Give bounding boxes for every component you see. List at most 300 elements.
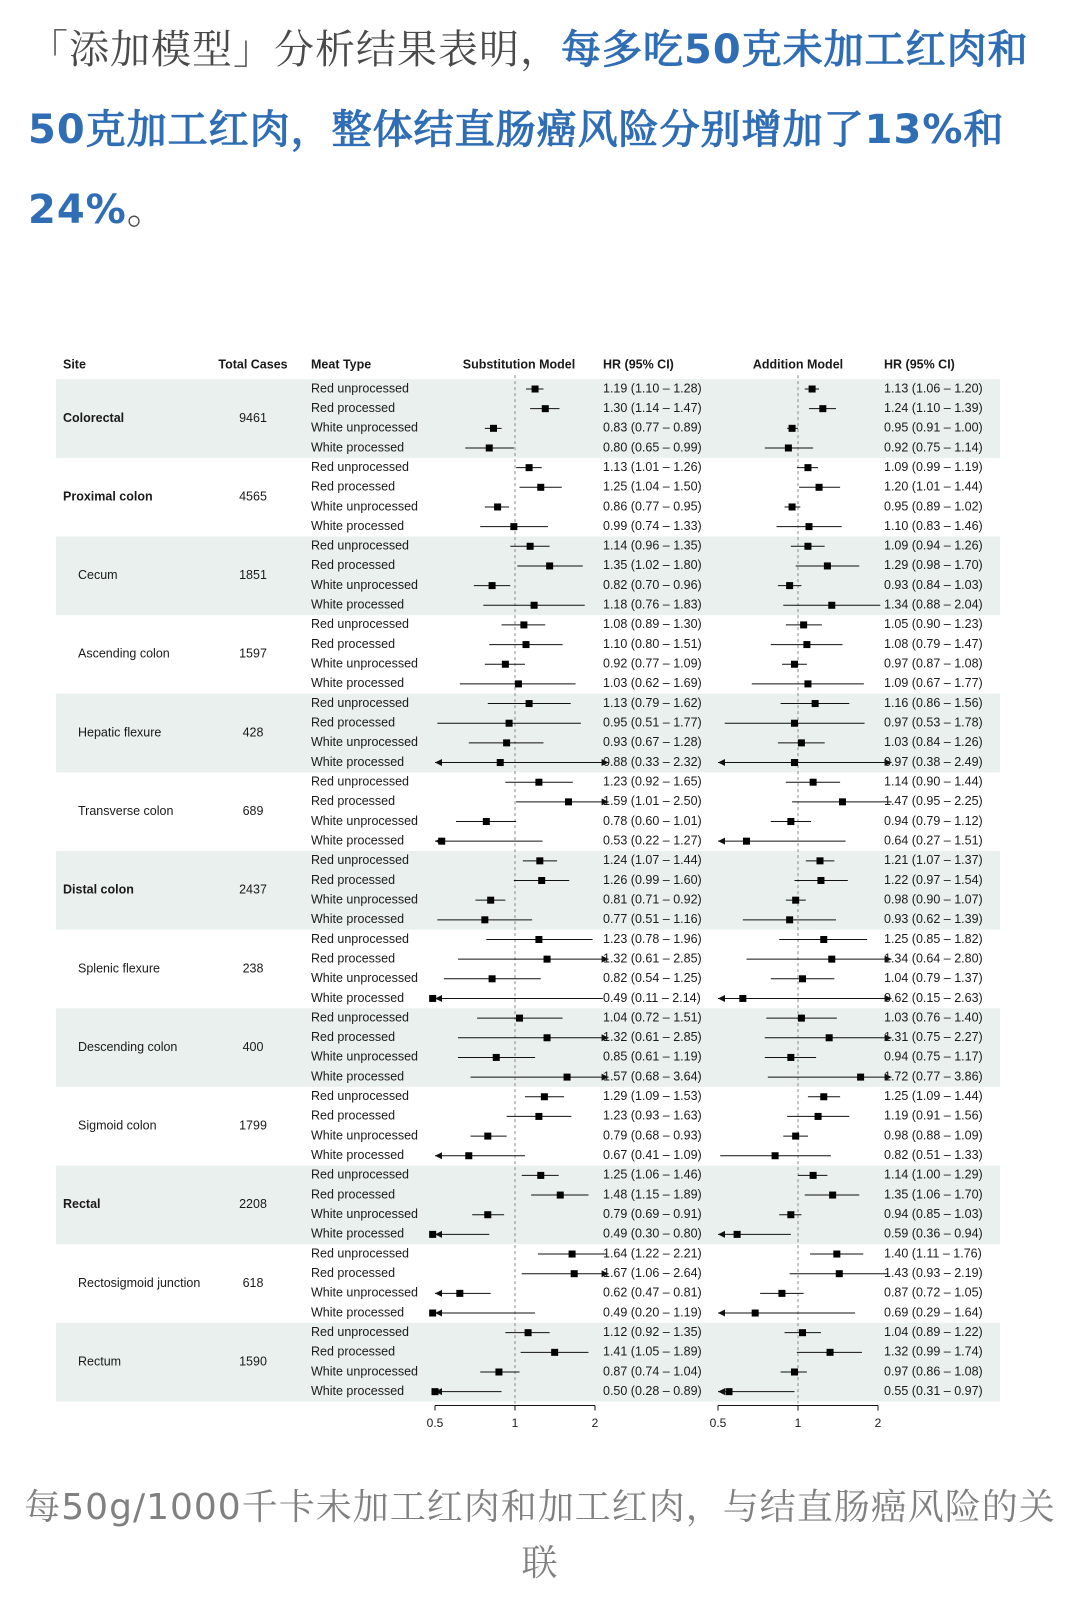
addition-hr-label: 0.98 (0.88 – 1.09) (884, 1128, 983, 1143)
substitution-hr-label: 1.25 (1.04 – 1.50) (603, 479, 702, 494)
meat-type-label: Red unprocessed (311, 931, 409, 946)
addition-point (799, 1329, 806, 1336)
addition-point (816, 484, 823, 491)
addition-hr-label: 0.93 (0.84 – 1.03) (884, 577, 983, 592)
group-band (56, 379, 1000, 458)
substitution-point (486, 444, 493, 451)
addition-point (791, 759, 798, 766)
addition-hr-label: 0.94 (0.79 – 1.12) (884, 813, 983, 828)
addition-hr-label: 0.82 (0.51 – 1.33) (884, 1148, 983, 1163)
addition-hr-label: 1.32 (0.99 – 1.74) (884, 1344, 983, 1359)
addition-hr-label: 1.13 (1.06 – 1.20) (884, 381, 983, 396)
addition-hr-label: 1.22 (0.97 – 1.54) (884, 872, 983, 887)
meat-type-label: White unprocessed (311, 577, 419, 592)
meat-type-label: White unprocessed (311, 1207, 419, 1222)
addition-point (828, 602, 835, 609)
substitution-point (502, 661, 509, 668)
addition-point (792, 897, 799, 904)
substitution-hr-label: 1.23 (0.78 – 1.96) (603, 931, 702, 946)
addition-point (743, 838, 750, 845)
intro-prefix: 「添加模型」分析结果表明， (28, 27, 561, 73)
addition-hr-label: 1.09 (0.94 – 1.26) (884, 538, 983, 553)
substitution-hr-label: 0.78 (0.60 – 1.01) (603, 813, 702, 828)
meat-type-label: White processed (311, 1226, 405, 1241)
addition-point (787, 1054, 794, 1061)
meat-type-label: Red processed (311, 1108, 396, 1123)
substitution-hr-label: 1.29 (1.09 – 1.53) (603, 1089, 702, 1104)
addition-point (810, 779, 817, 786)
addition-point (812, 700, 819, 707)
total-cases: 618 (242, 1275, 264, 1290)
addition-point (798, 1015, 805, 1022)
addition-hr-label: 1.16 (0.86 – 1.56) (884, 695, 983, 710)
meat-type-label: Red processed (311, 1344, 396, 1359)
substitution-hr-label: 0.88 (0.33 – 2.32) (603, 754, 702, 769)
substitution-point (569, 1251, 576, 1258)
addition-hr-label: 1.34 (0.64 – 2.80) (884, 951, 983, 966)
meat-type-label: White processed (311, 1383, 405, 1398)
substitution-point (531, 602, 538, 609)
meat-type-label: Red unprocessed (311, 1167, 409, 1182)
addition-hr-label: 1.04 (0.79 – 1.37) (884, 971, 983, 986)
substitution-point (494, 503, 501, 510)
addition-hr-label: 1.21 (1.07 – 1.37) (884, 853, 983, 868)
meat-type-label: Red unprocessed (311, 774, 409, 789)
addition-hr-label: 0.55 (0.31 – 0.97) (884, 1383, 983, 1398)
substitution-hr-label: 0.53 (0.22 – 1.27) (603, 833, 702, 848)
substitution-hr-label: 1.12 (0.92 – 1.35) (603, 1324, 702, 1339)
meat-type-label: Red processed (311, 715, 396, 730)
substitution-point (551, 1349, 558, 1356)
addition-point (833, 1251, 840, 1258)
substitution-point (538, 877, 545, 884)
site-label: Colorectal (63, 410, 125, 425)
header-addition-model: Addition Model (752, 357, 844, 372)
substitution-hr-label: 1.32 (0.61 – 2.85) (603, 951, 702, 966)
substitution-hr-label: 0.67 (0.41 – 1.09) (603, 1148, 702, 1163)
addition-point (789, 503, 796, 510)
addition-hr-label: 1.05 (0.90 – 1.23) (884, 617, 983, 632)
meat-type-label: Red unprocessed (311, 538, 409, 553)
site-label: Transverse colon (78, 803, 174, 818)
addition-hr-label: 0.64 (0.27 – 1.51) (884, 833, 983, 848)
substitution-point (497, 759, 504, 766)
substitution-point (541, 1093, 548, 1100)
addition-point (734, 1231, 741, 1238)
total-cases: 1799 (239, 1118, 267, 1133)
meat-type-label: White processed (311, 518, 405, 533)
meat-type-label: Red processed (311, 872, 396, 887)
meat-type-label: Red processed (311, 951, 396, 966)
addition-hr-label: 0.97 (0.87 – 1.08) (884, 656, 983, 671)
site-label: Splenic flexure (78, 961, 160, 976)
meat-type-label: White processed (311, 754, 405, 769)
addition-hr-label: 1.14 (0.90 – 1.44) (884, 774, 983, 789)
addition-point (798, 739, 805, 746)
addition-point (804, 680, 811, 687)
substitution-point (493, 1054, 500, 1061)
meat-type-label: Red unprocessed (311, 1246, 409, 1261)
addition-hr-label: 1.14 (1.00 – 1.29) (884, 1167, 983, 1182)
header-cases: Total Cases (218, 357, 288, 372)
substitution-point (489, 975, 496, 982)
addition-hr-label: 1.43 (0.93 – 2.19) (884, 1265, 983, 1280)
substitution-point (503, 739, 510, 746)
substitution-point (429, 1310, 436, 1317)
addition-point (791, 1369, 798, 1376)
addition-point (824, 562, 831, 569)
substitution-x-tick-label: 0.5 (426, 1416, 444, 1431)
substitution-hr-label: 1.30 (1.14 – 1.47) (603, 400, 702, 415)
substitution-x-tick-label: 2 (591, 1416, 599, 1431)
substitution-hr-label: 1.32 (0.61 – 2.85) (603, 1030, 702, 1045)
substitution-hr-label: 1.67 (1.06 – 2.64) (603, 1265, 702, 1280)
addition-point (828, 956, 835, 963)
substitution-point (483, 818, 490, 825)
meat-type-label: White unprocessed (311, 656, 419, 671)
addition-hr-label: 1.34 (0.88 – 2.04) (884, 597, 983, 612)
substitution-hr-label: 0.62 (0.47 – 0.81) (603, 1285, 702, 1300)
addition-point (786, 582, 793, 589)
substitution-hr-label: 0.82 (0.70 – 0.96) (603, 577, 702, 592)
meat-type-label: White processed (311, 676, 405, 691)
addition-x-tick-label: 2 (874, 1416, 882, 1431)
substitution-x-tick-label: 1 (511, 1416, 519, 1431)
substitution-hr-label: 1.13 (0.79 – 1.62) (603, 695, 702, 710)
meat-type-label: Red processed (311, 1265, 396, 1280)
meat-type-label: White unprocessed (311, 1049, 419, 1064)
substitution-point (487, 897, 494, 904)
meat-type-label: White unprocessed (311, 420, 419, 435)
header-substitution-model: Substitution Model (462, 357, 576, 372)
substitution-point (484, 1133, 491, 1140)
substitution-hr-label: 1.10 (0.80 – 1.51) (603, 636, 702, 651)
header-site: Site (63, 357, 86, 372)
substitution-hr-label: 1.25 (1.06 – 1.46) (603, 1167, 702, 1182)
addition-point (819, 405, 826, 412)
substitution-hr-label: 0.79 (0.69 – 0.91) (603, 1207, 702, 1222)
addition-hr-label: 1.47 (0.95 – 2.25) (884, 794, 983, 809)
site-label: Proximal colon (63, 489, 153, 504)
addition-hr-label: 1.09 (0.67 – 1.77) (884, 676, 983, 691)
meat-type-label: Red processed (311, 636, 396, 651)
addition-point (817, 877, 824, 884)
addition-point (804, 464, 811, 471)
substitution-point (510, 523, 517, 530)
addition-hr-label: 0.94 (0.85 – 1.03) (884, 1207, 983, 1222)
substitution-point (544, 1034, 551, 1041)
addition-hr-label: 0.93 (0.62 – 1.39) (884, 912, 983, 927)
meat-type-label: White processed (311, 1148, 405, 1163)
substitution-hr-label: 0.49 (0.20 – 1.19) (603, 1305, 702, 1320)
addition-ci-arrow-left (718, 995, 725, 1002)
addition-hr-label: 1.25 (1.09 – 1.44) (884, 1089, 983, 1104)
addition-hr-label: 0.95 (0.91 – 1.00) (884, 420, 983, 435)
meat-type-label: Red processed (311, 400, 396, 415)
substitution-point (429, 1231, 436, 1238)
substitution-ci-arrow-left (435, 1290, 442, 1297)
meat-type-label: Red processed (311, 1030, 396, 1045)
substitution-hr-label: 1.59 (1.01 – 2.50) (603, 794, 702, 809)
addition-hr-label: 1.72 (0.77 – 3.86) (884, 1069, 983, 1084)
total-cases: 400 (242, 1039, 264, 1054)
substitution-hr-label: 0.49 (0.30 – 0.80) (603, 1226, 702, 1241)
addition-hr-label: 1.10 (0.83 – 1.46) (884, 518, 983, 533)
addition-hr-label: 1.25 (0.85 – 1.82) (884, 931, 983, 946)
meat-type-label: White processed (311, 1069, 405, 1084)
substitution-hr-label: 0.77 (0.51 – 1.16) (603, 912, 702, 927)
addition-hr-label: 1.03 (0.76 – 1.40) (884, 1010, 983, 1025)
site-label: Cecum (78, 568, 118, 583)
substitution-point (537, 1172, 544, 1179)
meat-type-label: White processed (311, 912, 405, 927)
addition-hr-label: 1.35 (1.06 – 1.70) (884, 1187, 983, 1202)
substitution-hr-label: 0.87 (0.74 – 1.04) (603, 1364, 702, 1379)
addition-point (726, 1388, 733, 1395)
meat-type-label: White processed (311, 833, 405, 848)
addition-hr-label: 0.69 (0.29 – 1.64) (884, 1305, 983, 1320)
substitution-point (526, 464, 533, 471)
addition-hr-label: 1.40 (1.11 – 1.76) (884, 1246, 982, 1261)
addition-point (806, 523, 813, 530)
addition-hr-label: 1.03 (0.84 – 1.26) (884, 735, 983, 750)
substitution-point (456, 1290, 463, 1297)
addition-ci-arrow-left (718, 838, 725, 845)
addition-point (815, 1113, 822, 1120)
substitution-point (535, 936, 542, 943)
addition-hr-label: 1.20 (1.01 – 1.44) (884, 479, 983, 494)
substitution-point (481, 916, 488, 923)
addition-point (857, 1074, 864, 1081)
addition-point (778, 1290, 785, 1297)
substitution-point (526, 700, 533, 707)
substitution-point (432, 1388, 439, 1395)
addition-point (785, 444, 792, 451)
addition-hr-label: 0.95 (0.89 – 1.02) (884, 499, 983, 514)
substitution-point (532, 386, 539, 393)
meat-type-label: Red processed (311, 479, 396, 494)
addition-point (739, 995, 746, 1002)
substitution-hr-label: 1.13 (1.01 – 1.26) (603, 459, 702, 474)
substitution-point (465, 1152, 472, 1159)
substitution-hr-label: 0.79 (0.68 – 0.93) (603, 1128, 702, 1143)
addition-hr-label: 0.59 (0.36 – 0.94) (884, 1226, 983, 1241)
addition-point (791, 720, 798, 727)
addition-point (826, 1034, 833, 1041)
addition-point (789, 425, 796, 432)
substitution-point (565, 798, 572, 805)
intro-highlight: 每多吃50克未加工红肉和50克加工红肉，整体结直肠癌风险分别增加了13%和24% (28, 27, 1029, 233)
substitution-hr-label: 0.80 (0.65 – 0.99) (603, 440, 702, 455)
meat-type-label: White processed (311, 440, 405, 455)
substitution-hr-label: 0.50 (0.28 – 0.89) (603, 1383, 702, 1398)
meat-type-label: White processed (311, 1305, 405, 1320)
substitution-hr-label: 1.18 (0.76 – 1.83) (603, 597, 702, 612)
substitution-hr-label: 1.04 (0.72 – 1.51) (603, 1010, 702, 1025)
substitution-point (506, 720, 513, 727)
meat-type-label: White unprocessed (311, 813, 419, 828)
substitution-hr-label: 0.93 (0.67 – 1.28) (603, 735, 702, 750)
site-label: Rectal (63, 1197, 101, 1212)
addition-hr-label: 1.19 (0.91 – 1.56) (884, 1108, 983, 1123)
meat-type-label: White unprocessed (311, 1128, 419, 1143)
addition-point (772, 1152, 779, 1159)
addition-point (803, 641, 810, 648)
addition-point (836, 1270, 843, 1277)
substitution-hr-label: 1.03 (0.62 – 1.69) (603, 676, 702, 691)
substitution-hr-label: 1.14 (0.96 – 1.35) (603, 538, 702, 553)
substitution-point (429, 995, 436, 1002)
group-band (56, 1166, 1000, 1245)
addition-point (787, 818, 794, 825)
addition-hr-label: 1.08 (0.79 – 1.47) (884, 636, 983, 651)
addition-hr-label: 0.97 (0.38 – 2.49) (884, 754, 983, 769)
addition-point (810, 1172, 817, 1179)
substitution-point (571, 1270, 578, 1277)
substitution-hr-label: 1.35 (1.02 – 1.80) (603, 558, 702, 573)
addition-hr-label: 0.97 (0.53 – 1.78) (884, 715, 983, 730)
total-cases: 428 (242, 725, 264, 740)
total-cases: 689 (242, 803, 264, 818)
meat-type-label: Red unprocessed (311, 695, 409, 710)
substitution-hr-label: 1.64 (1.22 – 2.21) (603, 1246, 702, 1261)
meat-type-label: Red unprocessed (311, 617, 409, 632)
addition-hr-label: 1.24 (1.10 – 1.39) (884, 400, 983, 415)
substitution-point (489, 582, 496, 589)
group-band (56, 851, 1000, 930)
addition-point (787, 1211, 794, 1218)
substitution-point (520, 621, 527, 628)
substitution-hr-label: 1.23 (0.93 – 1.63) (603, 1108, 702, 1123)
meat-type-label: White unprocessed (311, 892, 419, 907)
addition-ci-arrow-left (718, 1310, 725, 1317)
substitution-hr-label: 0.86 (0.77 – 0.95) (603, 499, 702, 514)
meat-type-label: Red unprocessed (311, 1089, 409, 1104)
meat-type-label: Red unprocessed (311, 381, 409, 396)
substitution-hr-label: 0.95 (0.51 – 1.77) (603, 715, 702, 730)
substitution-point (495, 1369, 502, 1376)
substitution-point (546, 562, 553, 569)
addition-point (839, 798, 846, 805)
substitution-point (536, 857, 543, 864)
substitution-point (516, 1015, 523, 1022)
total-cases: 9461 (239, 410, 267, 425)
substitution-hr-label: 0.99 (0.74 – 1.33) (603, 518, 702, 533)
addition-point (820, 1093, 827, 1100)
figure-caption: 每50g/1000千卡未加工红肉和加工红肉，与结直肠癌风险的关联 (24, 1487, 1056, 1584)
substitution-point (490, 425, 497, 432)
total-cases: 2208 (239, 1197, 267, 1212)
substitution-point (544, 956, 551, 963)
site-label: Descending colon (78, 1039, 178, 1054)
substitution-hr-label: 0.81 (0.71 – 0.92) (603, 892, 702, 907)
substitution-hr-label: 1.24 (1.07 – 1.44) (603, 853, 702, 868)
meat-type-label: Red processed (311, 794, 396, 809)
addition-point (804, 543, 811, 550)
substitution-point (523, 641, 530, 648)
addition-hr-label: 0.92 (0.75 – 1.14) (884, 440, 983, 455)
substitution-point (535, 779, 542, 786)
addition-x-tick-label: 0.5 (709, 1416, 727, 1431)
meat-type-label: White unprocessed (311, 1285, 419, 1300)
substitution-hr-label: 1.41 (1.05 – 1.89) (603, 1344, 702, 1359)
substitution-hr-label: 0.85 (0.61 – 1.19) (603, 1049, 702, 1064)
header-meat-type: Meat Type (311, 357, 372, 372)
addition-point (817, 857, 824, 864)
total-cases: 4565 (239, 489, 267, 504)
meat-type-label: White unprocessed (311, 499, 419, 514)
site-label: Sigmoid colon (78, 1118, 157, 1133)
substitution-hr-label: 0.82 (0.54 – 1.25) (603, 971, 702, 986)
substitution-hr-label: 1.48 (1.15 – 1.89) (603, 1187, 702, 1202)
addition-hr-label: 0.87 (0.72 – 1.05) (884, 1285, 983, 1300)
meat-type-label: Red unprocessed (311, 1010, 409, 1025)
addition-hr-label: 1.09 (0.99 – 1.19) (884, 459, 983, 474)
addition-point (820, 936, 827, 943)
substitution-hr-label: 0.83 (0.77 – 0.89) (603, 420, 702, 435)
substitution-ci-arrow-left (435, 1152, 442, 1159)
addition-hr-label: 1.29 (0.98 – 1.70) (884, 558, 983, 573)
meat-type-label: White processed (311, 990, 405, 1005)
addition-point (827, 1349, 834, 1356)
addition-point (799, 975, 806, 982)
meat-type-label: Red unprocessed (311, 1324, 409, 1339)
meat-type-label: White unprocessed (311, 971, 419, 986)
addition-point (792, 1133, 799, 1140)
addition-point (791, 661, 798, 668)
substitution-point (535, 1113, 542, 1120)
addition-hr-label: 1.31 (0.75 – 2.27) (884, 1030, 983, 1045)
substitution-hr-label: 1.26 (0.99 – 1.60) (603, 872, 702, 887)
substitution-hr-label: 1.19 (1.10 – 1.28) (603, 381, 702, 396)
total-cases: 2437 (239, 882, 267, 897)
substitution-point (515, 680, 522, 687)
substitution-hr-label: 1.23 (0.92 – 1.65) (603, 774, 702, 789)
substitution-hr-label: 1.57 (0.68 – 3.64) (603, 1069, 702, 1084)
addition-hr-label: 0.98 (0.90 – 1.07) (884, 892, 983, 907)
substitution-hr-label: 1.08 (0.89 – 1.30) (603, 617, 702, 632)
substitution-point (527, 543, 534, 550)
substitution-point (525, 1329, 532, 1336)
site-label: Distal colon (63, 882, 134, 897)
meat-type-label: Red processed (311, 1187, 396, 1202)
site-label: Hepatic flexure (78, 725, 162, 740)
addition-hr-label: 0.62 (0.15 – 2.63) (884, 990, 983, 1005)
total-cases: 1590 (239, 1354, 267, 1369)
addition-hr-label: 0.97 (0.86 – 1.08) (884, 1364, 983, 1379)
meat-type-label: White unprocessed (311, 735, 419, 750)
substitution-hr-label: 0.49 (0.11 – 2.14) (603, 990, 701, 1005)
total-cases: 1851 (239, 568, 267, 583)
site-label: Rectosigmoid junction (78, 1275, 201, 1290)
meat-type-label: Red unprocessed (311, 459, 409, 474)
substitution-point (438, 838, 445, 845)
meat-type-label: White processed (311, 597, 405, 612)
substitution-point (537, 484, 544, 491)
header-substitution-hr: HR (95% CI) (603, 357, 674, 372)
intro-suffix: 。 (126, 187, 168, 233)
meat-type-label: Red unprocessed (311, 853, 409, 868)
substitution-point (542, 405, 549, 412)
total-cases: 238 (242, 961, 264, 976)
meat-type-label: Red processed (311, 558, 396, 573)
header-addition-hr: HR (95% CI) (884, 357, 955, 372)
addition-hr-label: 0.94 (0.75 – 1.17) (884, 1049, 983, 1064)
addition-x-tick-label: 1 (794, 1416, 802, 1431)
substitution-point (484, 1211, 491, 1218)
addition-point (800, 621, 807, 628)
total-cases: 1597 (239, 646, 267, 661)
